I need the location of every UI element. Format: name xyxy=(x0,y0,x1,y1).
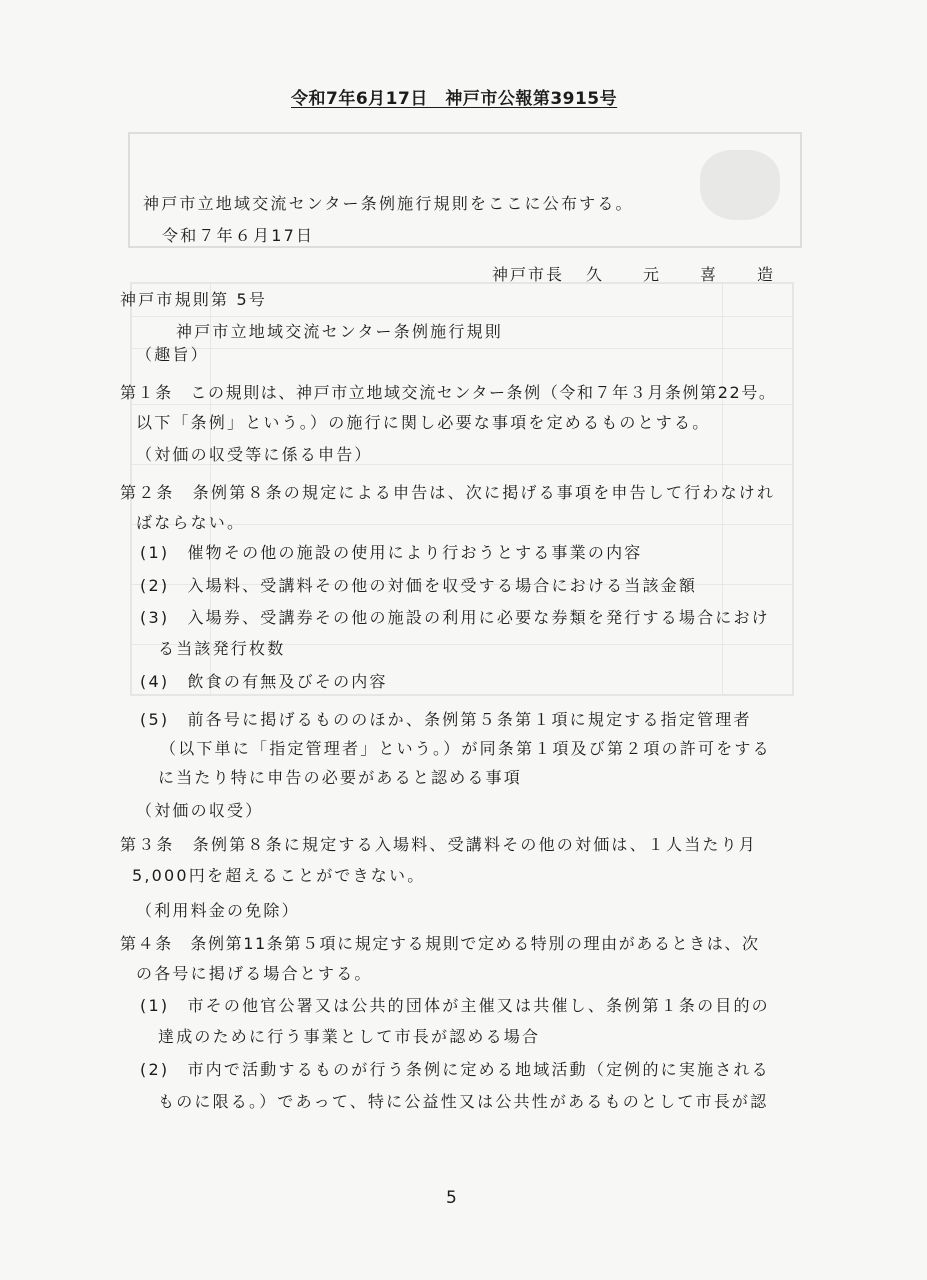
article-line: 第２条 条例第８条の規定による申告は、次に掲げる事項を申告して行わなけれ xyxy=(120,483,776,502)
mayor-name-char: 喜 xyxy=(700,265,717,284)
item-line: （以下単に「指定管理者」という。）が同条第１項及び第２項の許可をする xyxy=(160,739,771,758)
mayor-name-char: 久 xyxy=(586,265,603,284)
article-line: の各号に掲げる場合とする。 xyxy=(136,964,373,983)
promulgation-date: 令和７年６月17日 xyxy=(162,226,315,245)
section-heading: （対価の収受等に係る申告） xyxy=(136,445,373,464)
item-line: (3) 入場券、受講券その他の施設の利用に必要な券類を発行する場合におけ xyxy=(140,608,770,627)
regulation-number: 神戸市規則第 5号 xyxy=(120,290,268,309)
article-line: 第３条 条例第８条に規定する入場料、受講料その他の対価は、１人当たり月 xyxy=(120,835,758,854)
article-line: 5,000円を超えることができない。 xyxy=(132,866,426,885)
item-line: (2) 入場料、受講料その他の対価を収受する場合における当該金額 xyxy=(140,576,698,595)
article-line: 以下「条例」という。）の施行に関し必要な事項を定めるものとする。 xyxy=(136,413,711,432)
mayor-name-char: 元 xyxy=(643,265,660,284)
item-line: ものに限る。）であって、特に公益性又は公共性があるものとして市長が認 xyxy=(158,1092,769,1111)
promulgation-text: 神戸市立地域交流センター条例施行規則をここに公布する。 xyxy=(143,194,634,213)
mayor-title: 神戸市長 xyxy=(492,265,565,284)
article-line: 第１条 この規則は、神戸市立地域交流センター条例（令和７年３月条例第22号。 xyxy=(120,383,777,402)
item-line: (4) 飲食の有無及びその内容 xyxy=(140,672,388,691)
mayor-name-char: 造 xyxy=(757,265,774,284)
item-line: (1) 市その他官公署又は公共的団体が主催又は共催し、条例第１条の目的の xyxy=(140,996,770,1015)
item-line: (5) 前各号に掲げるもののほか、条例第５条第１項に規定する指定管理者 xyxy=(140,710,752,729)
bleed-through-emblem xyxy=(700,150,780,220)
article-line: 第４条 条例第11条第５項に規定する規則で定める特別の理由があるときは、次 xyxy=(120,934,760,953)
section-heading: （利用料金の免除） xyxy=(136,901,300,920)
article-line: ばならない。 xyxy=(136,513,246,532)
item-line: (2) 市内で活動するものが行う条例に定める地域活動（定例的に実施される xyxy=(140,1060,770,1079)
section-heading: （対価の収受） xyxy=(136,801,264,820)
item-line: に当たり特に申告の必要があると認める事項 xyxy=(158,768,523,787)
item-line: 達成のために行う事業として市長が認める場合 xyxy=(158,1027,541,1046)
regulation-title: 神戸市立地域交流センター条例施行規則 xyxy=(176,322,503,341)
item-line: (1) 催物その他の施設の使用により行おうとする事業の内容 xyxy=(140,543,643,562)
page-number: 5 xyxy=(446,1188,457,1208)
item-line: る当該発行枚数 xyxy=(158,639,286,658)
gazette-header: 令和7年6月17日 神戸市公報第3915号 xyxy=(291,89,618,109)
section-heading: （趣旨） xyxy=(136,345,209,364)
